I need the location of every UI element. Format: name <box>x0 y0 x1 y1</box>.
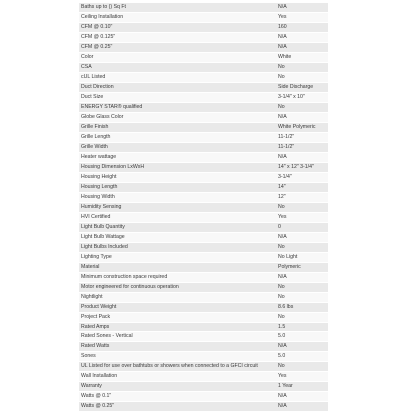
spec-row <box>79 352 328 362</box>
spec-label: Nightlight <box>79 292 276 302</box>
spec-value: 160 <box>276 22 328 32</box>
spec-row <box>79 272 328 282</box>
spec-label: Heater wattage <box>79 152 276 162</box>
spec-label: CFM @ 0.125" <box>79 32 276 42</box>
spec-row <box>79 232 328 242</box>
spec-row <box>79 132 328 142</box>
spec-row <box>79 332 328 342</box>
spec-value: 11-1/2" <box>276 142 328 152</box>
spec-row <box>79 282 328 292</box>
spec-value: N/A <box>276 402 328 412</box>
spec-value: Yes <box>276 372 328 382</box>
spec-label: Color <box>79 52 276 62</box>
spec-label: CSA <box>79 62 276 72</box>
spec-label: CFM @ 0.25" <box>79 42 276 52</box>
spec-label: Globe Glass Color <box>79 112 276 122</box>
spec-label: Housing Height <box>79 172 276 182</box>
spec-row <box>79 22 328 32</box>
spec-label: Project Pack <box>79 312 276 322</box>
spec-row <box>79 42 328 52</box>
spec-row <box>79 62 328 72</box>
spec-value: 1.5 <box>276 322 328 332</box>
spec-label: Material <box>79 262 276 272</box>
spec-row <box>79 222 328 232</box>
spec-value: N/A <box>276 32 328 42</box>
spec-row <box>79 32 328 42</box>
spec-row <box>79 3 328 12</box>
spec-label: Grille Finish <box>79 122 276 132</box>
spec-label: Minimum construction space required <box>79 272 276 282</box>
spec-label: Baths up to () Sq Ft <box>79 3 276 12</box>
spec-row <box>79 12 328 22</box>
spec-value: N/A <box>276 42 328 52</box>
spec-label: Housing Width <box>79 192 276 202</box>
spec-label: Duct Direction <box>79 82 276 92</box>
spec-value: Yes <box>276 212 328 222</box>
spec-row <box>79 192 328 202</box>
spec-label: Light Bulb Wattage <box>79 232 276 242</box>
spec-value: No <box>276 282 328 292</box>
spec-value: 11-1/2" <box>276 132 328 142</box>
spec-value: No <box>276 202 328 212</box>
spec-label: HVI Certified <box>79 212 276 222</box>
spec-row <box>79 102 328 112</box>
spec-row <box>79 312 328 322</box>
spec-row <box>79 92 328 102</box>
spec-row <box>79 402 328 412</box>
spec-table <box>79 3 328 412</box>
spec-row <box>79 112 328 122</box>
spec-value: Side Discharge <box>276 82 328 92</box>
spec-value: 5.0 <box>276 352 328 362</box>
spec-label: Grille Length <box>79 132 276 142</box>
spec-label: Grille Width <box>79 142 276 152</box>
spec-label: Ceiling Installation <box>79 12 276 22</box>
spec-row <box>79 212 328 222</box>
spec-label: Rated Amps <box>79 322 276 332</box>
spec-value: White <box>276 52 328 62</box>
spec-table-body <box>79 3 328 412</box>
spec-value: N/A <box>276 152 328 162</box>
spec-value: White Polymeric <box>276 122 328 132</box>
spec-row <box>79 152 328 162</box>
spec-value: N/A <box>276 232 328 242</box>
spec-label: UL Listed for use over bathtubs or showers when connected to a GFCI circuit <box>79 362 276 372</box>
spec-value: Polymeric <box>276 262 328 272</box>
spec-label: Light Bulbs Included <box>79 242 276 252</box>
spec-row <box>79 322 328 332</box>
spec-label: Motor engineered for continuous operation <box>79 282 276 292</box>
spec-value: N/A <box>276 272 328 282</box>
spec-value: No <box>276 362 328 372</box>
spec-label: Duct Size <box>79 92 276 102</box>
spec-label: Warranty <box>79 382 276 392</box>
spec-value: N/A <box>276 392 328 402</box>
spec-row <box>79 262 328 272</box>
spec-label: Humidity Sensing <box>79 202 276 212</box>
spec-row <box>79 242 328 252</box>
spec-row <box>79 82 328 92</box>
spec-row <box>79 72 328 82</box>
spec-label: Sones <box>79 352 276 362</box>
spec-label: Rated Watts <box>79 342 276 352</box>
spec-value: 8.6 lbs <box>276 302 328 312</box>
spec-row <box>79 52 328 62</box>
spec-row <box>79 122 328 132</box>
spec-value: No <box>276 102 328 112</box>
spec-label: Wall Installation <box>79 372 276 382</box>
spec-row <box>79 172 328 182</box>
spec-label: ENERGY STAR® qualified <box>79 102 276 112</box>
spec-row <box>79 182 328 192</box>
spec-value: No <box>276 292 328 302</box>
spec-label: Housing Length <box>79 182 276 192</box>
spec-row <box>79 202 328 212</box>
spec-value: No Light <box>276 252 328 262</box>
spec-value: Yes <box>276 12 328 22</box>
spec-row <box>79 342 328 352</box>
spec-row <box>79 372 328 382</box>
spec-row <box>79 142 328 152</box>
spec-row <box>79 362 328 372</box>
spec-label: Light Bulb Quantity <box>79 222 276 232</box>
spec-value: 5.0 <box>276 332 328 342</box>
spec-value: 0 <box>276 222 328 232</box>
spec-label: Watts @ 0.25" <box>79 402 276 412</box>
spec-value: No <box>276 312 328 322</box>
spec-row <box>79 292 328 302</box>
spec-row <box>79 252 328 262</box>
spec-label: cUL Listed <box>79 72 276 82</box>
spec-label: Lighting Type <box>79 252 276 262</box>
spec-row <box>79 382 328 392</box>
spec-value: 3-1/4" <box>276 172 328 182</box>
spec-value: 3-1/4" x 10" <box>276 92 328 102</box>
spec-value: 1 Year <box>276 382 328 392</box>
spec-row <box>79 162 328 172</box>
spec-value: 12" <box>276 192 328 202</box>
spec-value: 14" x 12" 3-1/4" <box>276 162 328 172</box>
spec-row <box>79 302 328 312</box>
spec-label: Watts @ 0.1" <box>79 392 276 402</box>
spec-label: Rated Sones - Vertical <box>79 332 276 342</box>
spec-row <box>79 392 328 402</box>
spec-value: No <box>276 72 328 82</box>
spec-table-container <box>79 3 324 412</box>
spec-value: No <box>276 62 328 72</box>
spec-label: CFM @ 0.10" <box>79 22 276 32</box>
spec-value: N/A <box>276 3 328 12</box>
spec-label: Housing Dimension LxWxH <box>79 162 276 172</box>
spec-value: N/A <box>276 342 328 352</box>
spec-label: Product Weight <box>79 302 276 312</box>
spec-value: No <box>276 242 328 252</box>
spec-value: N/A <box>276 112 328 122</box>
spec-value: 14" <box>276 182 328 192</box>
